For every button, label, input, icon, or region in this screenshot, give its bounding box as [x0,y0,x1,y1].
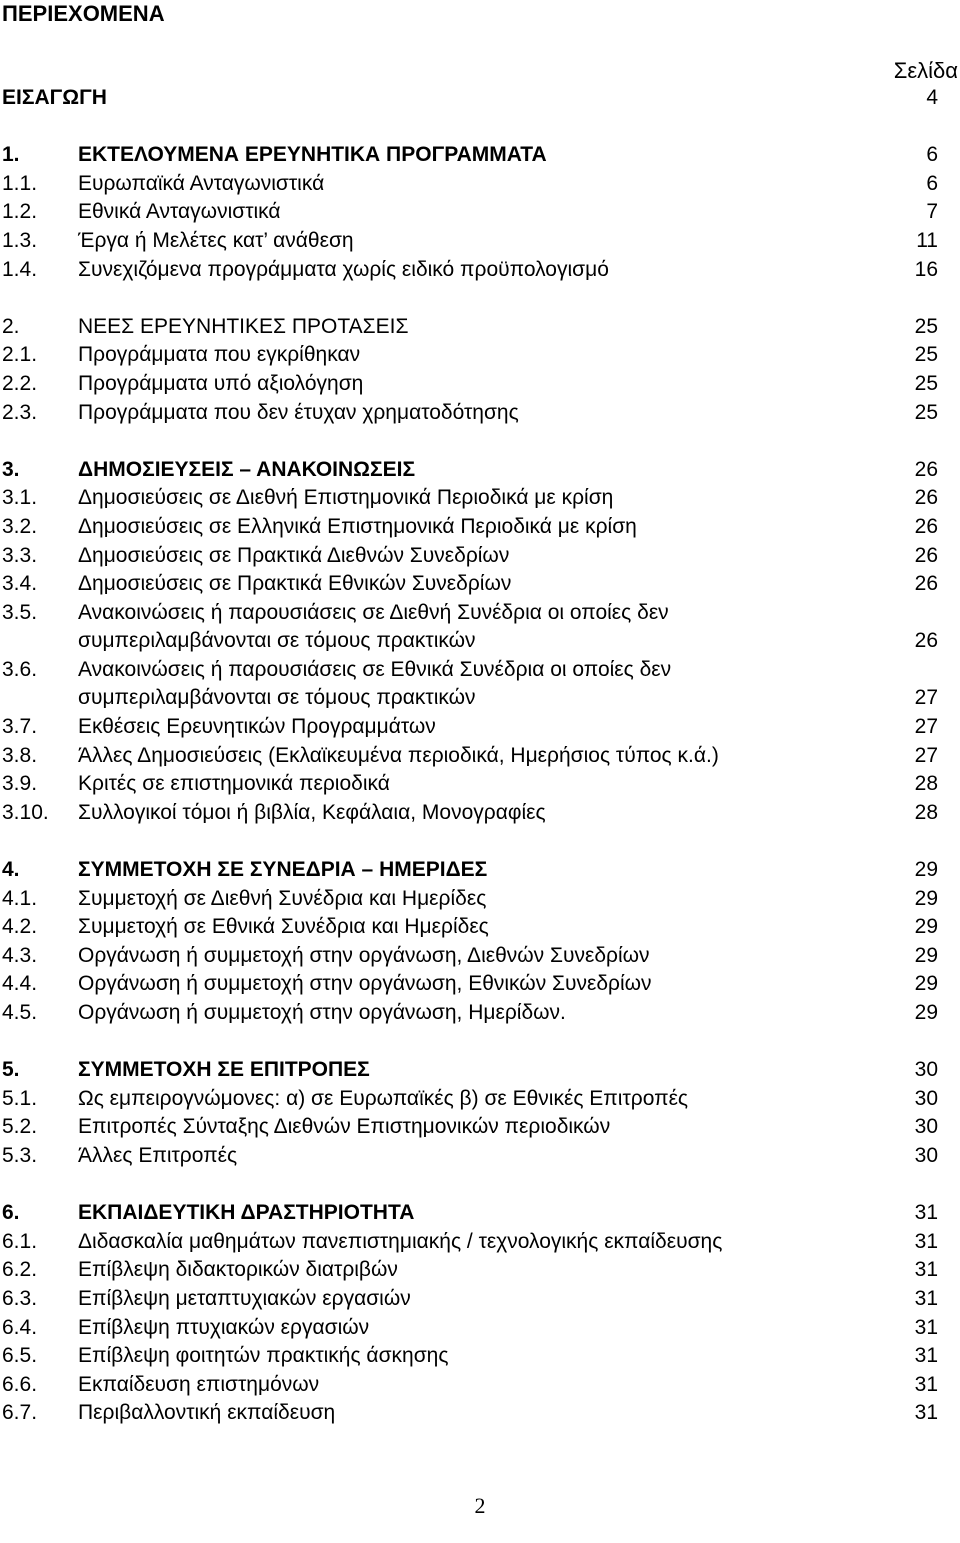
toc-entry-page: 29 [914,1001,938,1024]
toc-entry[interactable] [2,399,938,428]
toc-entry-page: 6 [926,143,938,167]
toc-entry[interactable] [2,1256,938,1285]
toc-entry-label: Άλλες Δημοσιεύσεις (Εκλαϊκευμένα περιοδικά, Ημερήσιος τύπος κ.ά.) [78,743,719,767]
toc-entry[interactable] [2,970,938,999]
toc-entry-label: Δημοσιεύσεις σε Ελληνικά Επιστημονικά Περιοδικά με κρίση [78,514,637,538]
toc-entry-label: Οργάνωση ή συμμετοχή στην οργάνωση, Εθνικών Συνεδρίων [78,972,652,996]
toc-entry[interactable] [2,1113,938,1142]
toc-entry-label: Άλλες Επιτροπές [78,1143,238,1167]
toc-entry-label: Προγράμματα που δεν έτυχαν χρηματοδότησης [78,400,519,424]
toc-entry-label: Εθνικά Ανταγωνιστικά [78,200,281,224]
toc-entry-label: Διδασκαλία μαθημάτων πανεπιστημιακής / τεχνολογικής εκπαίδευσης [78,1229,723,1253]
toc-entry-number: 5.1. [2,1086,38,1110]
toc-entry-label: Δημοσιεύσεις σε Διεθνή Επιστημονικά Περιοδικά με κρίση [78,486,614,510]
toc-entry-page: 25 [914,343,938,367]
toc-entry[interactable] [2,1228,938,1257]
toc-entry-number: 3.9. [2,772,38,796]
toc-entry[interactable] [2,170,938,199]
toc-entry-number: 5.2. [2,1115,38,1139]
toc-entry-number: 3.2. [2,514,38,538]
toc-entry-number: 3.7. [2,715,38,739]
toc-entry-page: 31 [914,1258,938,1282]
toc-entry-page: 4 [926,86,938,109]
toc-entry-page: 6 [926,171,938,195]
toc-entry-number: 6.6. [2,1372,38,1396]
toc-entry-page: 29 [914,972,938,996]
toc-entry-number: 3.1. [2,486,38,510]
toc-entry[interactable] [2,599,938,656]
toc-entry-number: 4.2. [2,915,38,939]
toc-entry[interactable] [2,656,938,713]
toc-entry-label: ΕΙΣΑΓΩΓΗ [2,86,107,109]
toc-entry-page: 30 [914,1086,938,1110]
toc-entry-label: Συνεχιζόμενα προγράμματα χωρίς ειδικό προϋπολογισμό [78,257,609,281]
toc-entry-page: 27 [914,715,938,739]
toc-entry[interactable] [2,227,938,256]
toc-entry[interactable] [2,799,938,828]
toc-entry-number: 4.1. [2,886,38,910]
toc-entry-label: Οργάνωση ή συμμετοχή στην οργάνωση, Ημερίδων. [78,1001,566,1024]
toc-entry[interactable] [2,770,938,799]
toc-entry[interactable] [2,713,938,742]
toc-entry-label: Δημοσιεύσεις σε Πρακτικά Διεθνών Συνεδρίων [78,543,510,567]
toc-entry-label: ΕΚΠΑΙΔΕΥΤΙΚΗ ΔΡΑΣΤΗΡΙΟΤΗΤΑ [78,1201,415,1225]
toc-entry-number: 6.4. [2,1315,38,1339]
toc-entry-page: 27 [914,686,938,710]
toc-entry[interactable] [2,1314,938,1343]
toc-entry-label: Οργάνωση ή συμμετοχή στην οργάνωση, Διεθνών Συνεδρίων [78,943,650,967]
toc-entry-label: Ως εμπειρογνώμονες: α) σε Ευρωπαϊκές β) σε Εθνικές Επιτροπές [78,1086,689,1110]
toc-entry-number: 1. [2,143,20,167]
toc-entry-introduction[interactable] [2,84,938,113]
toc-entry-page: 26 [914,514,938,538]
toc-entry-page: 7 [926,200,938,224]
toc-entry-label: Ευρωπαϊκά Ανταγωνιστικά [78,171,325,195]
toc-section-5[interactable] [2,1056,938,1085]
toc-entry-label: Έργα ή Μελέτες κατ’ ανάθεση [78,228,354,252]
toc-entry-label: ΣΥΜΜΕΤΟΧΗ ΣΕ ΕΠΙΤΡΟΠΕΣ [78,1058,370,1082]
toc-entry[interactable] [2,1085,938,1114]
toc-entry-page: 31 [914,1315,938,1339]
toc-entry-number: 5. [2,1058,20,1082]
toc-entry-label: ΝΕΕΣ ΕΡΕΥΝΗΤΙΚΕΣ ΠΡΟΤΑΣΕΙΣ [78,314,409,338]
toc-entry-page: 26 [914,543,938,567]
page-number: 2 [474,1493,486,1518]
toc-entry-page: 25 [914,371,938,395]
toc-entry[interactable] [2,484,938,513]
toc-entry-number: 3.4. [2,572,38,596]
toc-entry-page: 26 [914,486,938,510]
toc-entry-label: ΕΚΤΕΛΟΥΜΕΝΑ ΕΡΕΥΝΗΤΙΚΑ ΠΡΟΓΡΑΜΜΑΤΑ [78,143,547,167]
toc-entry-label: Επιτροπές Σύνταξης Διεθνών Επιστημονικών περιοδικών [78,1115,611,1139]
toc-entry-number: 2.1. [2,343,38,367]
toc-entry-number: 3.10. [2,800,49,824]
document-title: ΠΕΡΙΕΧΟΜΕΝΑ [2,1,165,26]
toc-entry-page: 31 [914,1229,938,1253]
toc-entry-label: ΣΥΜΜΕΤΟΧΗ ΣΕ ΣΥΝΕΔΡΙΑ – ΗΜΕΡΙΔΕΣ [78,858,488,882]
toc-entry-label: Συλλογικοί τόμοι ή βιβλία, Κεφάλαια, Μονογραφίες [78,800,546,824]
toc-entry-number: 6. [2,1201,20,1225]
toc-entry-number: 1.3. [2,228,38,252]
toc-entry-label: Κριτές σε επιστημονικά περιοδικά [78,772,390,796]
toc-entry-label: Προγράμματα που εγκρίθηκαν [78,343,361,367]
toc-entry-label: ΔΗΜΟΣΙΕΥΣΕΙΣ – ΑΝΑΚΟΙΝΩΣΕΙΣ [78,457,416,481]
toc-entry-page: 31 [914,1344,938,1368]
toc-entry-page: 30 [914,1058,938,1082]
toc-section-6[interactable] [2,1199,938,1228]
toc-entry-number: 3.8. [2,743,38,767]
toc-entry-page: 26 [914,457,938,481]
toc-entry[interactable] [2,999,938,1028]
toc-entry[interactable] [2,570,938,599]
toc-entry-page: 27 [914,743,938,767]
toc-entry-page: 31 [914,1286,938,1310]
toc-entry-page: 28 [914,772,938,796]
toc-entry[interactable] [2,341,938,370]
toc-entry-number: 6.7. [2,1401,38,1425]
toc-entry[interactable] [2,1371,938,1400]
toc-entry-label: Εκθέσεις Ερευνητικών Προγραμμάτων [78,715,436,739]
toc-entry-number: 5.3. [2,1143,38,1167]
toc-entry[interactable] [2,885,938,914]
toc-entry-page: 29 [914,886,938,910]
toc-entry[interactable] [2,513,938,542]
toc-entry[interactable] [2,1285,938,1314]
toc-entry-number: 3.3. [2,543,38,567]
toc-entry-label: Επίβλεψη μεταπτυχιακών εργασιών [78,1286,411,1310]
toc-entry-number: 2.2. [2,371,38,395]
toc-entry-label: Επίβλεψη φοιτητών πρακτικής άσκησης [78,1344,449,1368]
toc-entry-label: Δημοσιεύσεις σε Πρακτικά Εθνικών Συνεδρίων [78,572,512,596]
toc-entry-page: 30 [914,1115,938,1139]
toc-entry-number: 6.3. [2,1286,38,1310]
toc-entry-page: 31 [914,1401,938,1425]
toc-entry-number: 4.3. [2,943,38,967]
toc-entry-page: 26 [914,629,938,653]
toc-entry-page: 28 [914,800,938,824]
toc-section-1[interactable] [2,141,938,170]
toc-entry-page: 11 [916,228,938,252]
toc-entry-page: 16 [914,257,938,281]
toc-entry[interactable] [2,913,938,942]
toc-entry-number: 3.5. [2,600,38,624]
toc-entry-label: Εκπαίδευση επιστημόνων [78,1372,320,1396]
toc-entry-page: 30 [914,1143,938,1167]
toc-entry[interactable] [2,256,938,285]
toc-section-4[interactable] [2,856,938,885]
toc-entry-label: Ανακοινώσεις ή παρουσιάσεις σε Εθνικά Συνέδρια οι οποίες δεν συμπεριλαμβάνονται σε τόμους πρακτικών [78,657,672,710]
toc-entry-label: Περιβαλλοντική εκπαίδευση [78,1401,336,1425]
toc-entry[interactable] [2,1342,938,1371]
toc-entry-number: 2.3. [2,400,38,424]
toc-entry-page: 31 [914,1201,938,1225]
toc-entry[interactable] [2,542,938,571]
toc-entry-number: 3.6. [2,657,38,681]
toc-entry-number: 6.1. [2,1229,38,1253]
toc-section-2[interactable] [2,313,938,342]
toc-entry[interactable] [2,1142,938,1171]
toc-section-3[interactable] [2,456,938,485]
toc-entry-number: 4. [2,858,20,882]
toc-entry-page: 29 [914,915,938,939]
toc-entry[interactable] [2,198,938,227]
toc-entry[interactable] [2,742,938,771]
toc-entry-label: Επίβλεψη διδακτορικών διατριβών [78,1258,398,1282]
toc-entry-number: 1.4. [2,257,38,281]
toc-entry-number: 1.2. [2,200,38,224]
toc-entry-page: 25 [914,400,938,424]
toc-entry-number: 2. [2,314,20,338]
toc-entry-number: 1.1. [2,171,38,195]
toc-entry-page: 26 [914,572,938,596]
toc-entry-label: Συμμετοχή σε Εθνικά Συνέδρια και Ημερίδες [78,915,489,939]
toc-entry-number: 4.4. [2,972,38,996]
toc-entry-number: 6.2. [2,1258,38,1282]
toc-entry[interactable] [2,1399,938,1428]
toc-entry-number: 3. [2,457,20,481]
toc-entry[interactable] [2,942,938,971]
toc-entry-number: 4.5. [2,1001,38,1024]
toc-entry-page: 25 [914,314,938,338]
toc-entry-label: Ανακοινώσεις ή παρουσιάσεις σε Διεθνή Συνέδρια οι οποίες δεν συμπεριλαμβάνονται σε τόμους πρακτικών [78,600,669,653]
toc-entry-label: Συμμετοχή σε Διεθνή Συνέδρια και Ημερίδες [78,886,487,910]
table-of-contents [2,84,938,1428]
toc-entry-page: 29 [914,943,938,967]
toc-entry-label: Επίβλεψη πτυχιακών εργασιών [78,1315,370,1339]
page-column-header: Σελίδα [893,58,958,83]
toc-entry-label: Προγράμματα υπό αξιολόγηση [78,371,364,395]
toc-entry[interactable] [2,370,938,399]
toc-entry-number: 6.5. [2,1344,38,1368]
toc-entry-page: 29 [914,858,938,882]
toc-entry-page: 31 [914,1372,938,1396]
